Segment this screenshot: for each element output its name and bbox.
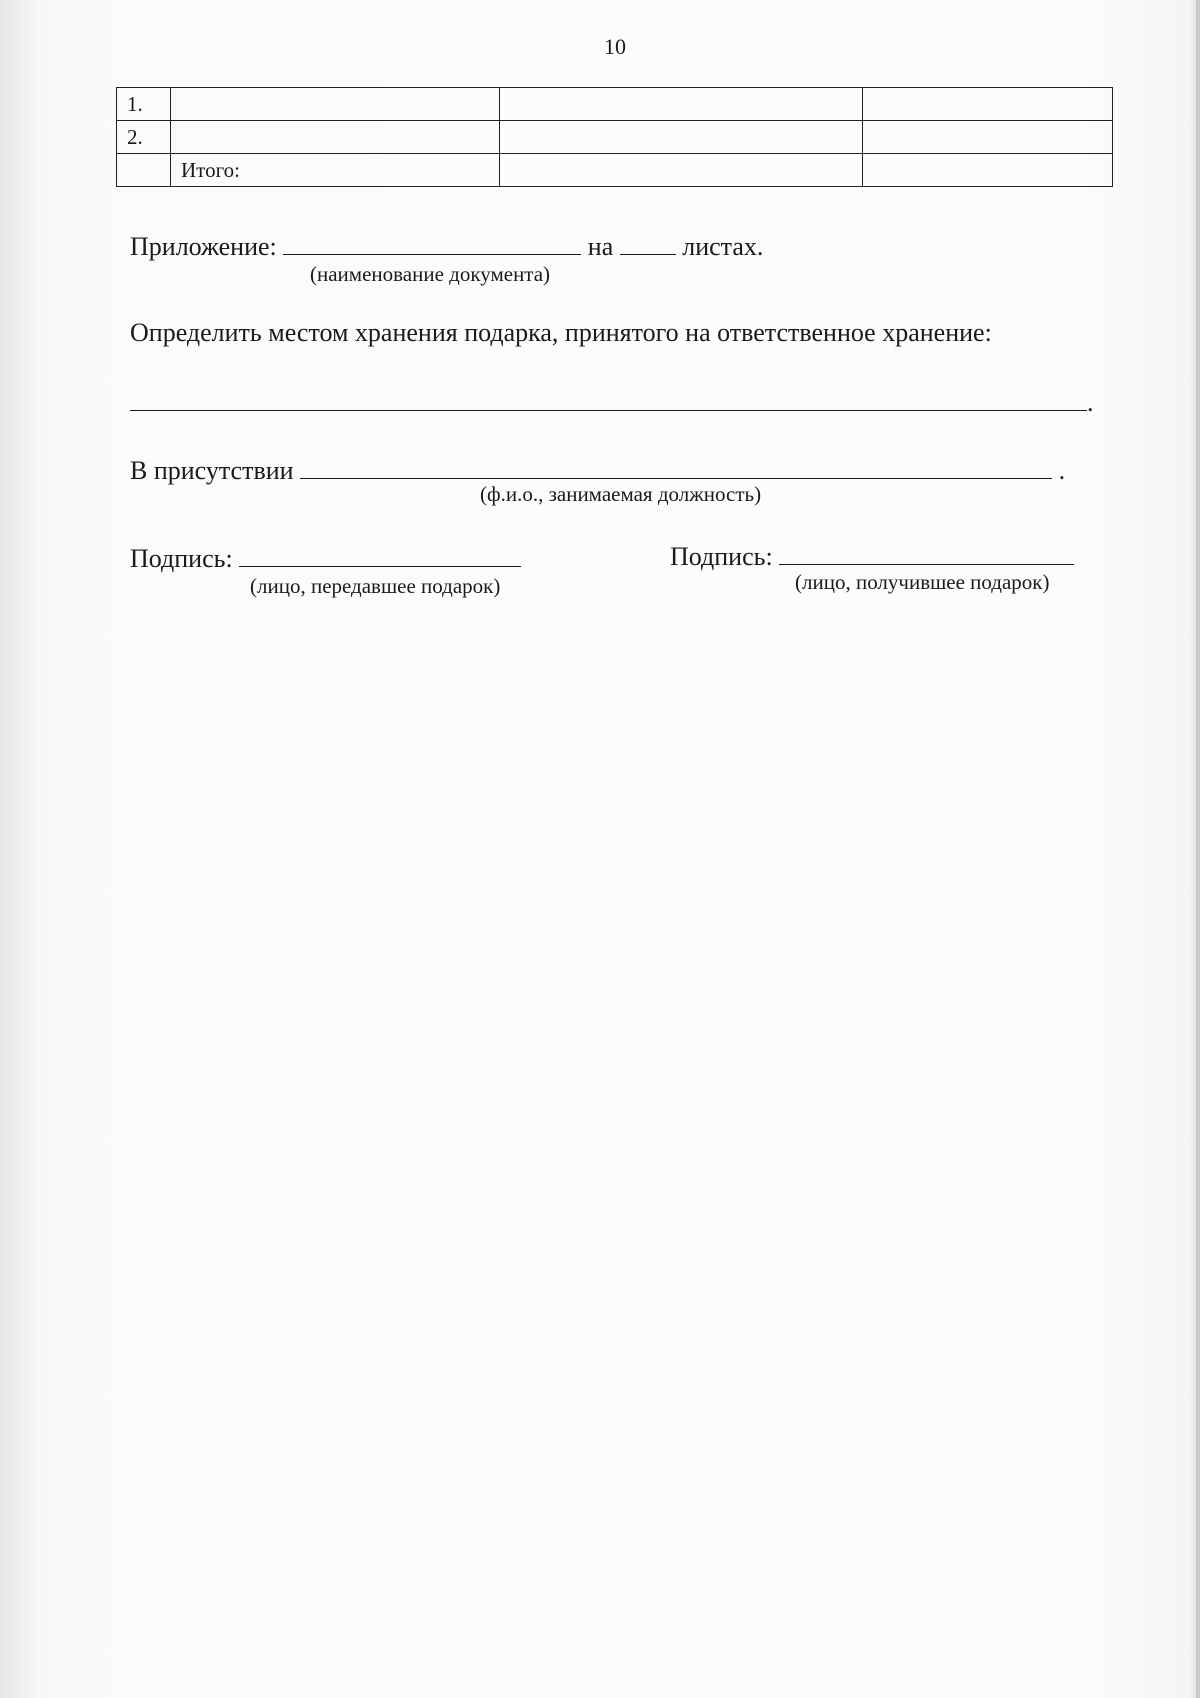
row-number-cell — [117, 154, 171, 187]
attachment-line — [130, 228, 763, 262]
signature-right-blank[interactable] — [779, 538, 1074, 565]
signature-right-caption: (лицо, получившее подарок) — [795, 570, 1050, 594]
storage-line — [130, 384, 1094, 418]
table-row-total — [117, 154, 1113, 187]
page-edge-shadow — [1196, 0, 1200, 1698]
attachment-caption: (наименование документа) — [310, 262, 551, 286]
table-cell — [863, 154, 1113, 187]
presence-line — [130, 452, 1065, 486]
attachment-suffix: листах. — [682, 232, 764, 261]
signature-left — [130, 540, 521, 574]
table-cell — [500, 154, 863, 187]
signature-right-label: Подпись: — [670, 542, 773, 571]
gift-table — [116, 87, 1113, 187]
table-cell — [500, 88, 863, 121]
table-cell — [500, 121, 863, 154]
presence-label: В присутствии — [130, 456, 294, 485]
signature-left-blank[interactable] — [239, 540, 521, 567]
storage-place-blank[interactable] — [130, 384, 1087, 411]
page-number: 10 — [604, 34, 626, 59]
attachment-name-blank[interactable] — [283, 228, 581, 255]
table-cell — [863, 88, 1113, 121]
presence-caption: (ф.и.о., занимаемая должность) — [480, 482, 762, 506]
attachment-middle: на — [587, 232, 614, 261]
signature-left-caption: (лицо, передавшее подарок) — [250, 574, 501, 598]
storage-text: Определить местом хранения подарка, принятого на ответственное хранение: — [130, 318, 992, 347]
storage-end-mark: . — [1087, 388, 1094, 417]
attachment-label: Приложение: — [130, 232, 277, 261]
table-row — [117, 88, 1113, 121]
presence-end-mark: . — [1058, 456, 1066, 485]
table-row — [117, 121, 1113, 154]
row-number-cell: 1. — [117, 88, 171, 121]
total-label-cell: Итого: — [171, 154, 500, 187]
signature-left-label: Подпись: — [130, 544, 233, 573]
item-name-cell — [171, 121, 500, 154]
attachment-sheets-blank[interactable] — [620, 228, 676, 255]
row-number-cell: 2. — [117, 121, 171, 154]
signature-right — [670, 538, 1074, 572]
presence-blank[interactable] — [300, 452, 1052, 479]
table-cell — [863, 121, 1113, 154]
item-name-cell — [171, 88, 500, 121]
